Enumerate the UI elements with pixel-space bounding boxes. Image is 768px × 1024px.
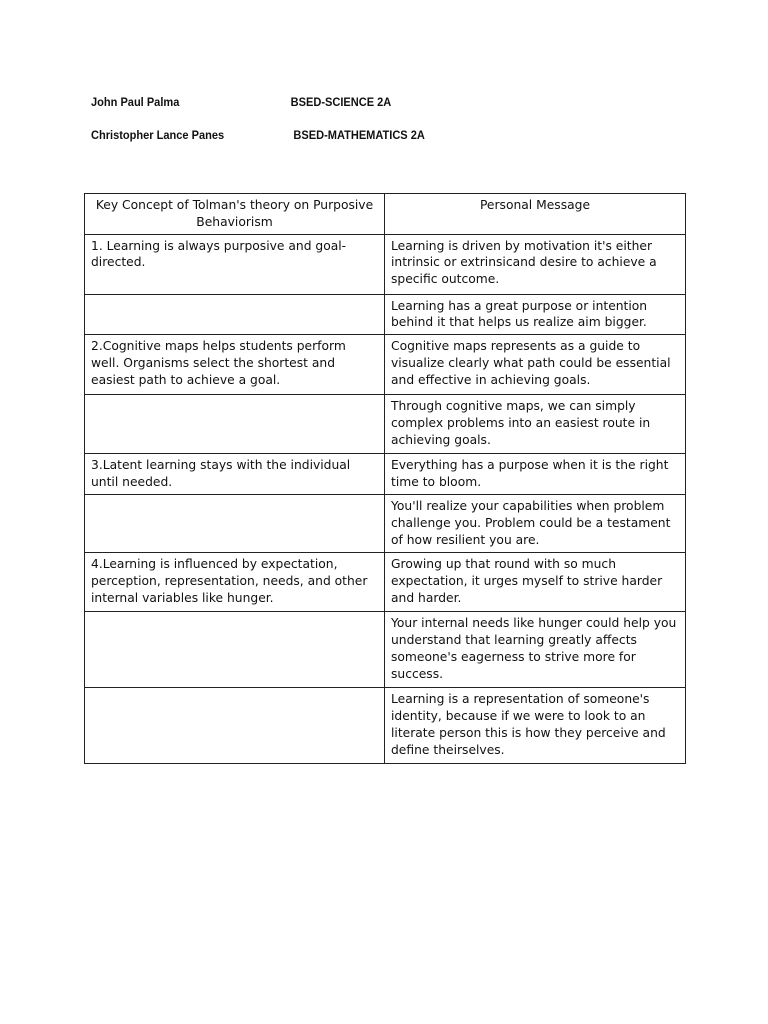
table-row [85, 294, 686, 335]
table-row [85, 234, 686, 294]
header-message: Personal Message [385, 194, 686, 235]
concept-cell [85, 395, 385, 454]
author-line-1 [91, 95, 392, 109]
concepts-table [84, 193, 686, 764]
table-row [85, 495, 686, 553]
header-concept: Key Concept of Tolman's theory on Purposive Behaviorism [85, 194, 385, 235]
message-cell: Your internal needs like hunger could help you understand that learning greatly affects someone's eagerness to strive more for success. [385, 612, 686, 688]
concept-cell [85, 294, 385, 335]
message-cell: Cognitive maps represents as a guide to visualize clearly what path could be essential and effective in achieving goals. [385, 335, 686, 395]
author-program: BSED-SCIENCE 2A [290, 95, 392, 109]
table-row [85, 612, 686, 688]
author-name: Christopher Lance Panes [91, 128, 225, 142]
table-row [85, 335, 686, 395]
message-cell: You'll realize your capabilities when problem challenge you. Problem could be a testament of how resilient you are. [385, 495, 686, 553]
concept-cell: 1. Learning is always purposive and goal-directed. [85, 234, 385, 294]
concept-cell [85, 688, 385, 764]
table-header-row [85, 194, 686, 235]
concept-cell: 3.Latent learning stays with the individual until needed. [85, 454, 385, 495]
message-cell: Learning is driven by motivation it's either intrinsic or extrinsicand desire to achieve a specific outcome. [385, 234, 686, 294]
message-cell: Everything has a purpose when it is the right time to bloom. [385, 454, 686, 495]
table-row [85, 688, 686, 764]
author-program: BSED-MATHEMATICS 2A [293, 128, 425, 142]
message-cell: Learning is a representation of someone's identity, because if we were to look to an literate person this is how they perceive and define theirselves. [385, 688, 686, 764]
concept-cell [85, 495, 385, 553]
concept-cell: 2.Cognitive maps helps students perform well. Organisms select the shortest and easiest path to achieve a goal. [85, 335, 385, 395]
author-line-2 [91, 128, 425, 142]
concept-cell [85, 612, 385, 688]
table-row [85, 553, 686, 612]
concept-cell: 4.Learning is influenced by expectation, perception, representation, needs, and other internal variables like hunger. [85, 553, 385, 612]
author-name: John Paul Palma [91, 95, 180, 109]
table-row [85, 395, 686, 454]
message-cell: Growing up that round with so much expectation, it urges myself to strive harder and harder. [385, 553, 686, 612]
table-row [85, 454, 686, 495]
message-cell: Learning has a great purpose or intention behind it that helps us realize aim bigger. [385, 294, 686, 335]
message-cell: Through cognitive maps, we can simply complex problems into an easiest route in achieving goals. [385, 395, 686, 454]
